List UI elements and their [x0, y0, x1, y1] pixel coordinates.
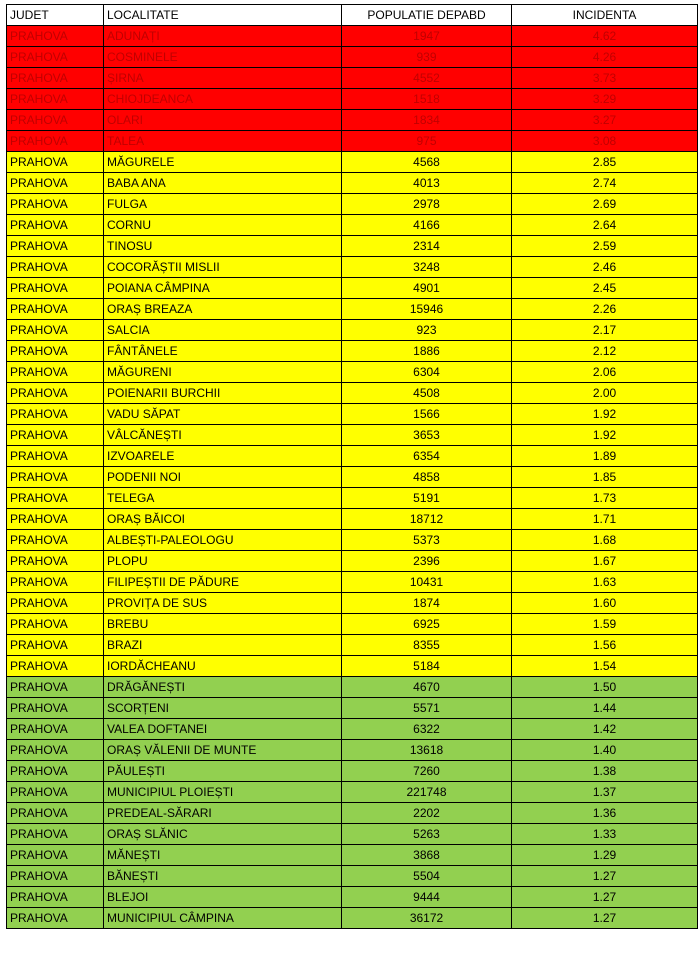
- cell-localitate: FÂNTÂNELE: [104, 341, 342, 362]
- table-row: [7, 173, 698, 194]
- cell-judet: PRAHOVA: [7, 866, 104, 887]
- cell-localitate: CHIOJDEANCA: [104, 89, 342, 110]
- cell-incidenta: 1.60: [512, 593, 698, 614]
- cell-incidenta: 1.59: [512, 614, 698, 635]
- table-row: [7, 320, 698, 341]
- cell-populatie: 9444: [342, 887, 512, 908]
- cell-judet: PRAHOVA: [7, 194, 104, 215]
- table-body: [7, 26, 698, 929]
- table-row: [7, 887, 698, 908]
- cell-populatie: 975: [342, 131, 512, 152]
- table-row: [7, 446, 698, 467]
- cell-judet: PRAHOVA: [7, 803, 104, 824]
- cell-judet: PRAHOVA: [7, 68, 104, 89]
- table-row: [7, 383, 698, 404]
- cell-populatie: 3653: [342, 425, 512, 446]
- table-row: [7, 824, 698, 845]
- cell-populatie: 5184: [342, 656, 512, 677]
- cell-populatie: 10431: [342, 572, 512, 593]
- header-localitate: LOCALITATE: [104, 5, 342, 26]
- cell-judet: PRAHOVA: [7, 761, 104, 782]
- cell-incidenta: 1.36: [512, 803, 698, 824]
- table-row: [7, 572, 698, 593]
- table-row: [7, 488, 698, 509]
- cell-judet: PRAHOVA: [7, 215, 104, 236]
- cell-judet: PRAHOVA: [7, 824, 104, 845]
- cell-populatie: 4552: [342, 68, 512, 89]
- cell-incidenta: 2.12: [512, 341, 698, 362]
- table-row: [7, 509, 698, 530]
- cell-populatie: 4670: [342, 677, 512, 698]
- cell-localitate: IORDĂCHEANU: [104, 656, 342, 677]
- cell-incidenta: 2.69: [512, 194, 698, 215]
- cell-judet: PRAHOVA: [7, 152, 104, 173]
- table-row: [7, 761, 698, 782]
- cell-incidenta: 1.73: [512, 488, 698, 509]
- cell-localitate: ȘIRNA: [104, 68, 342, 89]
- table-row: [7, 68, 698, 89]
- cell-localitate: ADUNAȚI: [104, 26, 342, 47]
- cell-judet: PRAHOVA: [7, 887, 104, 908]
- cell-judet: PRAHOVA: [7, 236, 104, 257]
- cell-judet: PRAHOVA: [7, 530, 104, 551]
- cell-populatie: 4508: [342, 383, 512, 404]
- table-row: [7, 194, 698, 215]
- cell-localitate: DRĂGĂNEȘTI: [104, 677, 342, 698]
- cell-populatie: 1947: [342, 26, 512, 47]
- cell-incidenta: 1.42: [512, 719, 698, 740]
- table-row: [7, 635, 698, 656]
- cell-judet: PRAHOVA: [7, 131, 104, 152]
- cell-incidenta: 1.71: [512, 509, 698, 530]
- cell-incidenta: 2.64: [512, 215, 698, 236]
- cell-populatie: 939: [342, 47, 512, 68]
- table-row: [7, 782, 698, 803]
- cell-populatie: 3248: [342, 257, 512, 278]
- cell-localitate: OLARI: [104, 110, 342, 131]
- cell-incidenta: 3.08: [512, 131, 698, 152]
- cell-populatie: 2314: [342, 236, 512, 257]
- table-row: [7, 698, 698, 719]
- table-row: [7, 614, 698, 635]
- cell-localitate: POIENARII BURCHII: [104, 383, 342, 404]
- table-row: [7, 656, 698, 677]
- table-row: [7, 26, 698, 47]
- table-row: [7, 530, 698, 551]
- table-row: [7, 89, 698, 110]
- cell-incidenta: 2.74: [512, 173, 698, 194]
- cell-judet: PRAHOVA: [7, 677, 104, 698]
- cell-judet: PRAHOVA: [7, 782, 104, 803]
- cell-localitate: BABA ANA: [104, 173, 342, 194]
- cell-judet: PRAHOVA: [7, 110, 104, 131]
- cell-localitate: MĂGURELE: [104, 152, 342, 173]
- cell-incidenta: 2.00: [512, 383, 698, 404]
- cell-localitate: PREDEAL-SĂRARI: [104, 803, 342, 824]
- cell-incidenta: 1.40: [512, 740, 698, 761]
- cell-populatie: 8355: [342, 635, 512, 656]
- cell-judet: PRAHOVA: [7, 299, 104, 320]
- cell-localitate: FULGA: [104, 194, 342, 215]
- cell-localitate: POIANA CÂMPINA: [104, 278, 342, 299]
- cell-localitate: BRAZI: [104, 635, 342, 656]
- cell-judet: PRAHOVA: [7, 635, 104, 656]
- cell-judet: PRAHOVA: [7, 89, 104, 110]
- cell-incidenta: 4.26: [512, 47, 698, 68]
- cell-localitate: FILIPEȘTII DE PĂDURE: [104, 572, 342, 593]
- cell-populatie: 1834: [342, 110, 512, 131]
- cell-incidenta: 3.27: [512, 110, 698, 131]
- cell-localitate: BLEJOI: [104, 887, 342, 908]
- cell-incidenta: 1.27: [512, 866, 698, 887]
- table-row: [7, 467, 698, 488]
- cell-populatie: 6925: [342, 614, 512, 635]
- table-row: [7, 152, 698, 173]
- table-row: [7, 866, 698, 887]
- table-row: [7, 425, 698, 446]
- cell-localitate: SALCIA: [104, 320, 342, 341]
- table-row: [7, 740, 698, 761]
- cell-populatie: 36172: [342, 908, 512, 929]
- cell-populatie: 5191: [342, 488, 512, 509]
- cell-populatie: 1886: [342, 341, 512, 362]
- cell-populatie: 4568: [342, 152, 512, 173]
- cell-populatie: 4013: [342, 173, 512, 194]
- cell-localitate: PLOPU: [104, 551, 342, 572]
- table-row: [7, 362, 698, 383]
- cell-judet: PRAHOVA: [7, 551, 104, 572]
- cell-populatie: 2978: [342, 194, 512, 215]
- cell-incidenta: 1.29: [512, 845, 698, 866]
- cell-populatie: 18712: [342, 509, 512, 530]
- table-row: [7, 131, 698, 152]
- table-row: [7, 215, 698, 236]
- cell-populatie: 5263: [342, 824, 512, 845]
- cell-incidenta: 1.92: [512, 404, 698, 425]
- cell-localitate: TINOSU: [104, 236, 342, 257]
- cell-populatie: 6322: [342, 719, 512, 740]
- cell-judet: PRAHOVA: [7, 320, 104, 341]
- cell-populatie: 7260: [342, 761, 512, 782]
- cell-incidenta: 1.56: [512, 635, 698, 656]
- cell-populatie: 2202: [342, 803, 512, 824]
- cell-judet: PRAHOVA: [7, 446, 104, 467]
- cell-incidenta: 1.54: [512, 656, 698, 677]
- table-row: [7, 257, 698, 278]
- cell-populatie: 4166: [342, 215, 512, 236]
- table-row: [7, 341, 698, 362]
- header-row: [7, 5, 698, 26]
- cell-populatie: 5504: [342, 866, 512, 887]
- cell-judet: PRAHOVA: [7, 593, 104, 614]
- cell-localitate: MĂGURENI: [104, 362, 342, 383]
- cell-localitate: ORAȘ BĂICOI: [104, 509, 342, 530]
- cell-incidenta: 1.44: [512, 698, 698, 719]
- cell-localitate: ORAȘ BREAZA: [104, 299, 342, 320]
- cell-incidenta: 2.46: [512, 257, 698, 278]
- cell-localitate: ORAȘ SLĂNIC: [104, 824, 342, 845]
- cell-localitate: COSMINELE: [104, 47, 342, 68]
- cell-incidenta: 2.59: [512, 236, 698, 257]
- cell-populatie: 15946: [342, 299, 512, 320]
- cell-populatie: 1518: [342, 89, 512, 110]
- table-row: [7, 845, 698, 866]
- cell-localitate: ORAȘ VĂLENII DE MUNTE: [104, 740, 342, 761]
- header-populatie: POPULATIE DEPABD: [342, 5, 512, 26]
- table-row: [7, 110, 698, 131]
- cell-localitate: COCORĂȘTII MISLII: [104, 257, 342, 278]
- header-incidenta: INCIDENTA: [512, 5, 698, 26]
- table-row: [7, 236, 698, 257]
- cell-judet: PRAHOVA: [7, 488, 104, 509]
- cell-localitate: BĂNEȘTI: [104, 866, 342, 887]
- cell-judet: PRAHOVA: [7, 614, 104, 635]
- cell-localitate: VÂLCĂNEȘTI: [104, 425, 342, 446]
- table-row: [7, 47, 698, 68]
- cell-localitate: CORNU: [104, 215, 342, 236]
- table-row: [7, 677, 698, 698]
- cell-populatie: 3868: [342, 845, 512, 866]
- table-row: [7, 278, 698, 299]
- cell-judet: PRAHOVA: [7, 656, 104, 677]
- cell-localitate: TALEA: [104, 131, 342, 152]
- table-row: [7, 803, 698, 824]
- cell-incidenta: 2.17: [512, 320, 698, 341]
- cell-incidenta: 1.27: [512, 908, 698, 929]
- cell-localitate: MĂNEȘTI: [104, 845, 342, 866]
- cell-localitate: VALEA DOFTANEI: [104, 719, 342, 740]
- cell-incidenta: 2.06: [512, 362, 698, 383]
- cell-populatie: 6304: [342, 362, 512, 383]
- cell-populatie: 221748: [342, 782, 512, 803]
- cell-incidenta: 1.68: [512, 530, 698, 551]
- cell-incidenta: 1.50: [512, 677, 698, 698]
- cell-judet: PRAHOVA: [7, 173, 104, 194]
- cell-judet: PRAHOVA: [7, 341, 104, 362]
- cell-localitate: IZVOARELE: [104, 446, 342, 467]
- cell-populatie: 1566: [342, 404, 512, 425]
- cell-judet: PRAHOVA: [7, 908, 104, 929]
- cell-populatie: 2396: [342, 551, 512, 572]
- cell-incidenta: 1.63: [512, 572, 698, 593]
- table-row: [7, 908, 698, 929]
- table-row: [7, 719, 698, 740]
- cell-judet: PRAHOVA: [7, 383, 104, 404]
- cell-incidenta: 1.89: [512, 446, 698, 467]
- cell-judet: PRAHOVA: [7, 404, 104, 425]
- cell-judet: PRAHOVA: [7, 26, 104, 47]
- cell-populatie: 6354: [342, 446, 512, 467]
- cell-judet: PRAHOVA: [7, 47, 104, 68]
- cell-localitate: MUNICIPIUL CÂMPINA: [104, 908, 342, 929]
- cell-incidenta: 2.45: [512, 278, 698, 299]
- cell-judet: PRAHOVA: [7, 572, 104, 593]
- cell-localitate: PROVIȚA DE SUS: [104, 593, 342, 614]
- cell-incidenta: 1.85: [512, 467, 698, 488]
- cell-judet: PRAHOVA: [7, 257, 104, 278]
- cell-localitate: MUNICIPIUL PLOIEȘTI: [104, 782, 342, 803]
- cell-localitate: VADU SĂPAT: [104, 404, 342, 425]
- cell-populatie: 1874: [342, 593, 512, 614]
- cell-judet: PRAHOVA: [7, 425, 104, 446]
- cell-judet: PRAHOVA: [7, 719, 104, 740]
- cell-incidenta: 1.92: [512, 425, 698, 446]
- cell-incidenta: 1.33: [512, 824, 698, 845]
- cell-incidenta: 4.62: [512, 26, 698, 47]
- cell-localitate: PĂULEȘTI: [104, 761, 342, 782]
- cell-populatie: 4901: [342, 278, 512, 299]
- table-row: [7, 299, 698, 320]
- cell-localitate: PODENII NOI: [104, 467, 342, 488]
- header-judet: JUDET: [7, 5, 104, 26]
- table-row: [7, 404, 698, 425]
- cell-populatie: 13618: [342, 740, 512, 761]
- cell-incidenta: 2.26: [512, 299, 698, 320]
- cell-localitate: SCORȚENI: [104, 698, 342, 719]
- cell-judet: PRAHOVA: [7, 845, 104, 866]
- cell-populatie: 5571: [342, 698, 512, 719]
- cell-incidenta: 1.67: [512, 551, 698, 572]
- cell-populatie: 5373: [342, 530, 512, 551]
- cell-incidenta: 3.73: [512, 68, 698, 89]
- cell-judet: PRAHOVA: [7, 698, 104, 719]
- table-row: [7, 551, 698, 572]
- cell-judet: PRAHOVA: [7, 509, 104, 530]
- cell-populatie: 923: [342, 320, 512, 341]
- cell-incidenta: 2.85: [512, 152, 698, 173]
- cell-populatie: 4858: [342, 467, 512, 488]
- cell-localitate: ALBEȘTI-PALEOLOGU: [104, 530, 342, 551]
- cell-judet: PRAHOVA: [7, 467, 104, 488]
- cell-judet: PRAHOVA: [7, 362, 104, 383]
- cell-localitate: TELEGA: [104, 488, 342, 509]
- incidence-table: [6, 4, 698, 929]
- cell-judet: PRAHOVA: [7, 740, 104, 761]
- cell-incidenta: 3.29: [512, 89, 698, 110]
- cell-incidenta: 1.37: [512, 782, 698, 803]
- cell-incidenta: 1.27: [512, 887, 698, 908]
- table-row: [7, 593, 698, 614]
- cell-judet: PRAHOVA: [7, 278, 104, 299]
- cell-localitate: BREBU: [104, 614, 342, 635]
- cell-incidenta: 1.38: [512, 761, 698, 782]
